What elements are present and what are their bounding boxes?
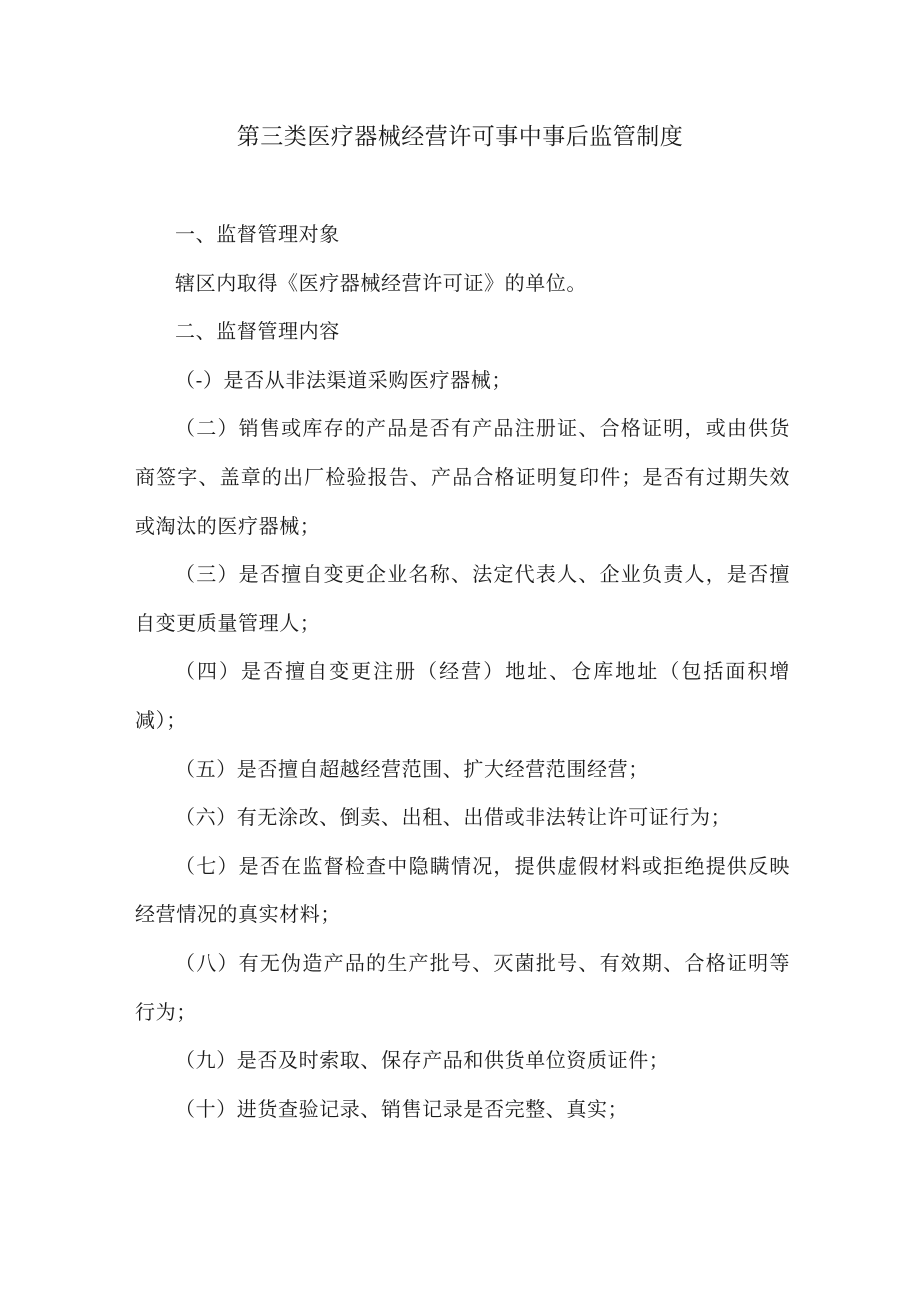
list-item-5: （五）是否擅自超越经营范围、扩大经营范围经营； xyxy=(175,756,649,781)
document-title: 第三类医疗器械经营许可事中事后监管制度 xyxy=(236,124,684,150)
document-body xyxy=(135,210,790,1133)
list-item-4: （四）是否擅自变更注册（经营）地址、仓库地址（包括面积增减）； xyxy=(135,659,790,732)
list-item-2: （二）销售或库存的产品是否有产品注册证、合格证明，或由供货商签字、盖章的出厂检验报告、产品合格证明复印件；是否有过期失效或淘汰的医疗器械； xyxy=(135,416,790,538)
section-heading-supervision-target: 一、监督管理对象 xyxy=(175,222,340,246)
list-item-7: （七）是否在监督检查中隐瞒情况，提供虚假材料或拒绝提供反映经营情况的真实材料； xyxy=(135,853,790,927)
list-item-6: （六）有无涂改、倒卖、出租、出借或非法转让许可证行为； xyxy=(175,805,732,830)
list-item-8: （八）有无伪造产品的生产批号、灭菌批号、有效期、合格证明等行为； xyxy=(135,950,790,1024)
list-item-3: （三）是否擅自变更企业名称、法定代表人、企业负责人，是否擅自变更质量管理人； xyxy=(135,562,790,635)
paragraph-supervision-target: 辖区内取得《医疗器械经营许可证》的单位。 xyxy=(175,270,587,295)
section-heading-supervision-content: 二、监督管理内容 xyxy=(175,319,340,344)
list-item-10: （十）进货查验记录、销售记录是否完整、真实； xyxy=(175,1096,629,1121)
list-item-9: （九）是否及时索取、保存产品和供货单位资质证件； xyxy=(175,1048,670,1073)
list-item-1: （-）是否从非法渠道采购医疗器械； xyxy=(175,367,512,392)
